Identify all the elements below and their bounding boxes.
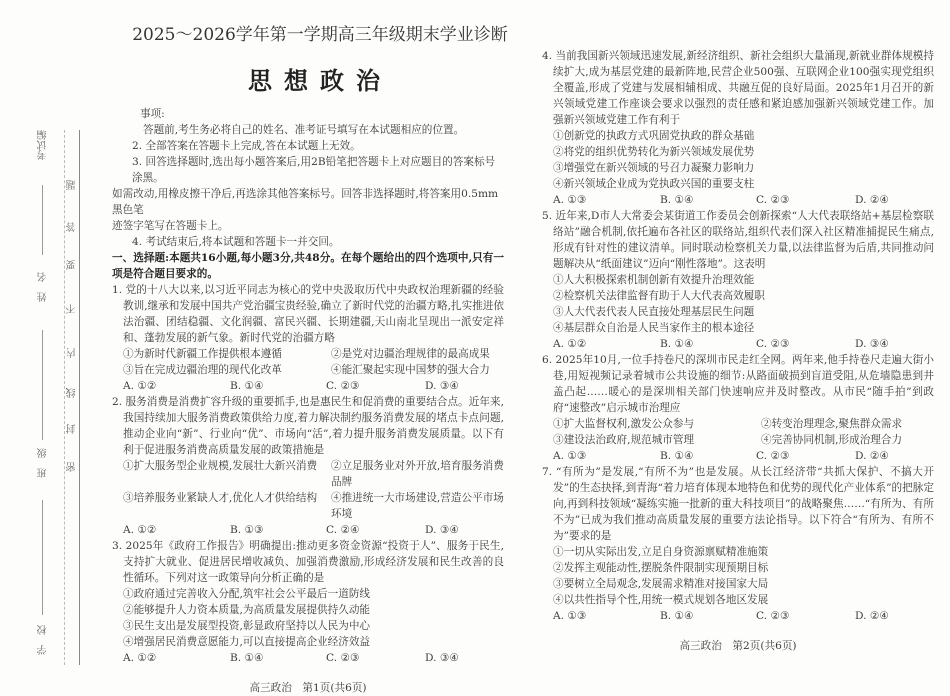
question-stem: 4. 当前我国新兴领域迅速发展,新经济组织、新社会组织大量涌现,新就业群体规模持续扩大,成为基层党建的最新阵地,民营企业500强、互联网企业100强实现党组织全覆盖,形成了党建与发展相辅相成、共融互促的良好局面。2025年1月召开的新兴领域党建工作座谈会要求以强烈的责任感和紧迫感加强新兴领域党建工作。加强新兴领域党建工作有利于 (542, 50, 934, 126)
option: ②转变治理理念,聚焦群众需求 (761, 418, 903, 430)
name-label: 姓 名 (38, 272, 49, 302)
option: ③建设法治政府,规范城市管理 (553, 434, 695, 446)
answer-choice: B. ①④ (660, 450, 694, 462)
option: ④基层群众自治是人民当家作主的根本途径 (553, 322, 755, 334)
option: ②能够提升人力资本质量,为高质量发展提供持久动能 (123, 604, 371, 616)
solid-seal-line (79, 130, 80, 665)
option: ②将党的组织优势转化为新兴领域发展优势 (553, 146, 755, 158)
answer-choice: D. ③④ (425, 652, 459, 664)
question-stem: 7. “有所为”是发展,“有所不为”也是发展。从长江经济带“共抓大保护、不搞大开发”的生态抉择,到青海“着力培育体现本地特色和优势的现代化产业体系”的把脉定向,再到科技领域“凝练实施一批新的重大科技项目”的战略聚焦……“有所为、有所不为”已成为我们推动高质量发展的重要方法论指导。以下符合“有所为、有所不为”要求的是 (542, 466, 934, 542)
option: ③民生支出是发展型投资,彰显政府坚持以人民为中心 (123, 620, 371, 632)
answer-choice: B. ①④ (230, 380, 264, 392)
option: ③增强党在新兴领域的号召力凝聚力影响力 (553, 162, 755, 174)
option: ④新兴领域企业成为党执政兴国的重要支柱 (553, 178, 755, 190)
seal-char: 要 (67, 260, 78, 270)
answer-choice: B. ①③ (230, 524, 264, 536)
answer-choice: C. ②③ (756, 194, 790, 206)
note-item: 如需改动,用橡皮擦干净后,再选涂其他答案标号。回答非选择题时,将答案用0.5mm黑色笔 (112, 188, 499, 216)
seal-char: 内 (67, 348, 78, 358)
answer-choice: C. ②④ (326, 524, 360, 536)
note-item: 2. 全部答案在答题卡上完成,答在本试题上无效。 (132, 140, 361, 152)
question-6 (542, 352, 934, 464)
page-1-footer: 高三政治 第1页(共6页) (249, 682, 367, 694)
option: ③要树立全局观念,发展需求精准对接国家大局 (553, 578, 769, 590)
option: ②是党对边疆治理规律的最高成果 (331, 348, 490, 360)
exam-number-label: 考试编 (38, 130, 49, 160)
option: ③人大代表代表人民直接处理基层民生问题 (553, 306, 755, 318)
seal-char: 答 (67, 222, 78, 232)
answer-choice: A. ①③ (553, 610, 587, 622)
answer-choice: C. ②③ (756, 338, 790, 350)
answer-choice: A. ①② (123, 652, 157, 664)
option: ④增强居民消费意愿能力,可以直接提高企业经济效益 (123, 636, 371, 648)
option: ④能汇聚起实现中国梦的强大合力 (331, 364, 490, 376)
option: ①创新党的执政方式巩固党执政的群众基础 (553, 130, 755, 142)
question-2 (112, 394, 504, 538)
option: ④推进统一大市场建设,营造公平市场环境 (331, 492, 504, 520)
answer-choice: B. ①④ (660, 610, 694, 622)
answer-choice: B. ①④ (230, 652, 264, 664)
answer-choice: B. ①④ (660, 338, 694, 350)
question-5 (542, 208, 934, 352)
seal-char: 封 (67, 424, 78, 434)
notes-label: 事项: (140, 108, 165, 120)
seal-char: 不 (67, 304, 78, 314)
subject-title: 思想政治 (248, 66, 392, 95)
note-item: 4. 考试结束后,将本试题和答题卡一并交回。 (132, 236, 340, 248)
page-2-footer: 高三政治 第2页(共6页) (679, 640, 797, 652)
option: ③旨在完成边疆治理的现代化改革 (123, 364, 282, 376)
option: ④以共性指导个性,用统一模式规划各地区发展 (553, 594, 769, 606)
answer-choice: C. ②③ (756, 450, 790, 462)
option: ①扩大监督权利,激发公众参与 (553, 418, 695, 430)
question-stem: 6. 2025年10月,一位手持卷尺的深圳市民走红全网。两年来,他手持卷尺走遍大街小巷,用短视频记录着城市公共设施的细节:从路面破损到盲道受阻,从危墙隐患到井盖凸起……暖心的是深圳相关部门快速响应并及时整改。从市民“随手拍”到政府“速整改”启示城市治理应 (542, 354, 934, 414)
section-heading: 一、选择题:本题共16小题,每小题3分,共48分。在每个题给出的四个选项中,只有一项是符合题目要求的。 (112, 252, 504, 280)
option: ④完善协同机制,形成治理合力 (761, 434, 903, 446)
name-blank (42, 330, 43, 440)
class-label: 班 级 (38, 448, 49, 478)
answer-choice: A. ①② (553, 338, 587, 350)
seal-char: 密 (67, 462, 78, 472)
question-stem: 5. 近年来,D市人大常委会某街道工作委员会创新探索“人大代表联络站+基层检察联络站”融合机制,依托遍布各社区的联络站,组织代表们深入社区精准捕捉民生痛点,形成有针对性的建议清单。同时联动检察机关力量,以法律监督为后盾,共同推动问题解决从“纸面建议”迈向“刚性落地”。这表明 (542, 210, 934, 270)
answer-choice: A. ①③ (553, 450, 587, 462)
question-stem: 3. 2025年《政府工作报告》明确提出:推动更多资金资源“投资于人”、服务于民生,支持扩大就业、促进居民增收减负、加强消费激励,形成经济发展和民生改善的良性循环。下列对这一政策导向分析正确的是 (112, 540, 504, 584)
answer-choice: D. ③④ (425, 380, 459, 392)
answer-choice: B. ①④ (660, 194, 694, 206)
option: ③培养服务业紧缺人才,优化人才供给结构 (123, 492, 318, 504)
answer-choice: C. ②③ (326, 380, 360, 392)
answer-choice: D. ②④ (855, 194, 889, 206)
page-1-column (112, 106, 504, 696)
answer-choice: D. ③④ (425, 524, 459, 536)
option: ①人大积极探索机制创新有效提升治理效能 (553, 274, 755, 286)
option: ②立足服务业对外开放,培育服务消费品牌 (331, 460, 504, 488)
option: ②检察机关法律监督有助于人大代表高效履职 (553, 290, 765, 302)
answer-choice: C. ②③ (326, 652, 360, 664)
note-item: 答题前,考生务必将自己的姓名、准考证号填写在本试题相应的位置。 (143, 124, 465, 136)
exam-title: 2025～2026学年第一学期高三年级期末学业诊断 (132, 25, 508, 45)
option: ②发挥主观能动性,摆脱条件限制实现预期目标 (553, 562, 769, 574)
question-1 (112, 282, 504, 394)
question-stem: 1. 党的十八大以来,以习近平同志为核心的党中央汲取历代中央政权治理新疆的经验教训,继承和发展中国共产党治疆宝贵经验,确立了新时代党的治疆方略,扎实推进依法治疆、团结稳疆、文化润疆、富民兴疆、长期建疆,天山南北呈现出一派安定祥和、蓬勃发展的新气象。新时代党的治疆方略 (112, 284, 504, 344)
answer-choice: D. ②④ (855, 610, 889, 622)
option: ①一切从实际出发,立足自身资源禀赋精准施策 (553, 546, 769, 558)
answer-choice: D. ②④ (855, 450, 889, 462)
dashed-seal-line (64, 130, 65, 665)
note-item: 3. 回答选择题时,选出每小题答案后,用2B铅笔把答题卡上对应题目的答案标号涂黑。 (132, 156, 496, 184)
option: ①政府通过完善收入分配,筑牢社会公平最后一道防线 (123, 588, 371, 600)
option: ①为新时代新疆工作提供根本遵循 (123, 348, 282, 360)
option: ①扩大服务型企业规模,发展壮大新兴消费 (123, 460, 318, 472)
note-item: 迹签字笔写在答题卡上。 (112, 220, 229, 232)
class-blank (42, 500, 43, 615)
question-4 (542, 48, 934, 208)
school-label: 学 校 (38, 625, 49, 655)
exam-number-blank (42, 185, 43, 255)
page-2-column (542, 48, 934, 654)
answer-choice: A. ①② (123, 524, 157, 536)
seal-char: 题 (67, 180, 78, 190)
question-stem: 2. 服务消费是消费扩容升级的重要抓手,也是惠民生和促消费的重要结合点。近年来,我国持续加大服务消费政策供给力度,着力解决制约服务消费发展的堵点卡点问题,推动企业向“新”、行业向“优”、市场向“活”,着力提升服务消费发展质量。以下有利于促进服务消费高质量发展的政策措施是 (112, 396, 504, 456)
answer-choice: A. ①③ (553, 194, 587, 206)
seal-char: 线 (67, 388, 78, 398)
question-7 (542, 464, 934, 624)
answer-choice: D. ③④ (855, 338, 889, 350)
question-3 (112, 538, 504, 666)
answer-choice: A. ①② (123, 380, 157, 392)
answer-choice: C. ②③ (756, 610, 790, 622)
